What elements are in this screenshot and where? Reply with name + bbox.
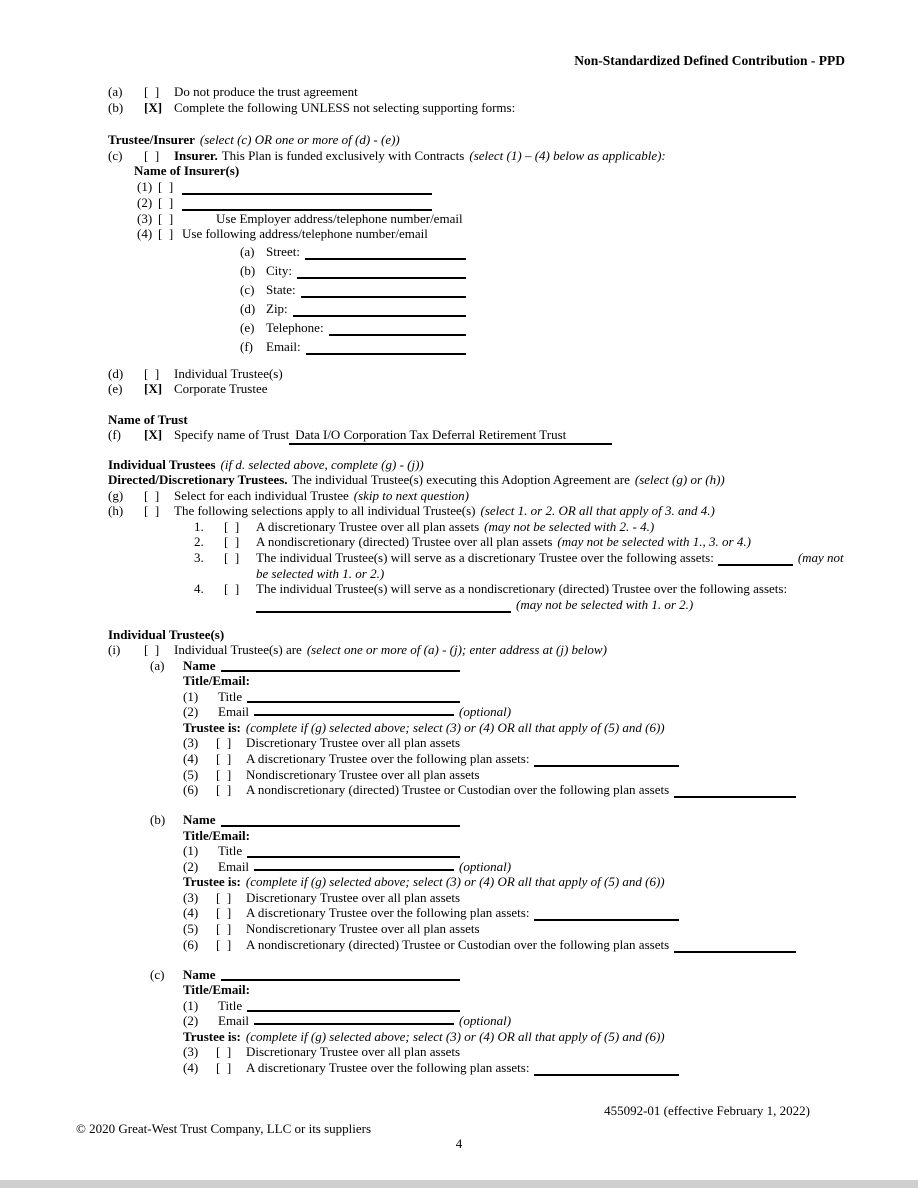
block-b-opt3-checkbox[interactable]: [ ] <box>216 889 232 905</box>
insurer-name-blank-1[interactable] <box>182 179 432 195</box>
insurer-item-4-label: (4) <box>137 226 153 241</box>
item-i-body: Individual Trustee(s) are <box>174 642 302 657</box>
block-a-opt6-body: A nondiscretionary (directed) Trustee or Custodian over the following plan assets <box>246 782 670 797</box>
block-a-trustee-is-note: (complete if (g) selected above; select (3) or (4) OR all that apply of (5) and (6)) <box>245 719 665 735</box>
block-c-title-label: (1) <box>183 997 199 1013</box>
block-c-opt3-checkbox[interactable]: [ ] <box>216 1044 232 1059</box>
address-email-label: (f) <box>240 338 253 354</box>
insurer-name-blank-2[interactable] <box>182 195 432 211</box>
h-item-3-continuation <box>194 566 918 582</box>
block-b-name-field <box>183 812 460 828</box>
trustee-block-a <box>108 658 918 799</box>
checkbox-a[interactable]: [ ] <box>144 84 160 99</box>
block-c-title-blank[interactable] <box>247 1010 460 1012</box>
checkbox-h[interactable]: [ ] <box>144 503 160 518</box>
h-item-4-note: (may not be selected with 1. or 2.) <box>516 596 694 612</box>
block-a-opt3 <box>183 735 918 751</box>
address-telephone-blank[interactable] <box>329 334 466 336</box>
trustee-section-heading: Individual Trustee(s) <box>108 626 225 642</box>
h-item-3-blank[interactable] <box>718 564 793 566</box>
h-item-2-body: A nondiscretionary (directed) Trustee over all plan assets <box>256 534 553 549</box>
block-b-email-label: (2) <box>183 858 199 874</box>
h-checkbox-1[interactable]: [ ] <box>224 518 240 534</box>
block-a-opt3-label: (3) <box>183 735 199 750</box>
item-d-label: (d) <box>108 365 124 381</box>
block-c-title-email-heading: Title/Email: <box>183 982 250 997</box>
block-b-opt4-text <box>246 905 679 921</box>
item-c-text <box>174 148 666 164</box>
block-b-trustee-is-lead: Trustee is: <box>183 874 241 889</box>
block-b-name-blank[interactable] <box>221 825 461 827</box>
block-b-letter: (b) <box>150 812 166 827</box>
trustee-insurer-heading-note: (select (c) OR one or more of (d) - (e)) <box>199 132 400 147</box>
address-street-blank[interactable] <box>305 258 466 260</box>
block-a-title-row <box>183 689 460 705</box>
block-b-opt4-body: A discretionary Trustee over the following plan assets: <box>246 905 530 920</box>
block-c-trustee-is-note: (complete if (g) selected above; select (3) or (4) OR all that apply of (5) and (6)) <box>245 1028 665 1044</box>
address-row-state <box>240 280 466 299</box>
block-c-opt3-label: (3) <box>183 1044 199 1059</box>
insurer-item-3-label: (3) <box>137 210 153 226</box>
block-a-opt6-blank[interactable] <box>674 796 796 798</box>
individual-trustees-heading-note: (if d. selected above, complete (g) - (j)) <box>220 456 424 472</box>
block-b-title-label: (1) <box>183 843 199 858</box>
h-item-2-text <box>256 534 751 550</box>
block-c-name-label: Name <box>183 966 216 982</box>
block-a-title-label: (1) <box>183 688 199 704</box>
address-row-email <box>240 337 466 356</box>
block-b-opt5 <box>183 921 918 937</box>
insurer-item-1 <box>137 179 918 195</box>
block-b-opt4-blank[interactable] <box>534 919 679 921</box>
item-c-label: (c) <box>108 147 123 163</box>
item-d <box>108 366 918 382</box>
checkbox-e[interactable]: [X] <box>144 381 163 396</box>
h-item-3-body: The individual Trustee(s) will serve as a discretionary Trustee over the following assets: <box>256 549 714 565</box>
block-a-opt5-checkbox[interactable]: [ ] <box>216 766 232 782</box>
block-b-email-text: Email <box>218 858 250 874</box>
block-a-opt4-body: A discretionary Trustee over the following plan assets: <box>246 750 530 766</box>
block-b-title-text: Title <box>218 843 243 858</box>
block-a-email-blank[interactable] <box>254 714 454 716</box>
block-b-email-row <box>183 859 918 875</box>
address-state-field: State: <box>266 281 296 297</box>
h-item-2 <box>194 534 918 550</box>
insurer-checkbox-2[interactable]: [ ] <box>158 194 174 210</box>
checkbox-i[interactable]: [ ] <box>144 642 160 657</box>
item-g <box>108 488 918 504</box>
block-c-name-field <box>183 967 460 983</box>
block-c-trustee-is-row <box>183 1029 918 1045</box>
name-of-trust-heading: Name of Trust <box>108 411 188 427</box>
block-a-name-row <box>150 658 918 674</box>
h-item-1-note: (may not be selected with 2. - 4.) <box>484 518 655 534</box>
item-f <box>108 427 918 443</box>
h-item-4-text: The individual Trustee(s) will serve as a nondiscretionary (directed) Trustee over the following assets: <box>256 581 788 596</box>
block-a-letter: (a) <box>150 657 165 673</box>
insurer-item-2 <box>137 195 918 211</box>
block-a-trustee-is-lead: Trustee is: <box>183 719 241 735</box>
page-bottom-edge <box>0 1180 918 1188</box>
directed-trustees-text: The individual Trustee(s) executing this Adoption Agreement are <box>291 472 630 487</box>
block-c-title-row <box>183 998 460 1014</box>
address-row-city <box>240 261 466 280</box>
address-zip-blank[interactable] <box>293 315 466 317</box>
block-a-opt6-checkbox[interactable]: [ ] <box>216 782 232 797</box>
item-b-label: (b) <box>108 99 124 115</box>
block-b-opt5-text: Nondiscretionary Trustee over all plan assets <box>246 921 480 936</box>
h-item-4-label: 4. <box>194 581 204 596</box>
h-item-4-blank[interactable] <box>256 611 511 613</box>
block-a-email-text: Email <box>218 704 250 719</box>
block-b-trustee-is-row <box>183 874 918 890</box>
name-of-insurers-heading: Name of Insurer(s) <box>134 163 240 178</box>
insurer-item-4 <box>137 226 918 242</box>
block-c-email-label: (2) <box>183 1013 199 1028</box>
block-a-opt6 <box>183 782 918 798</box>
directed-trustees-lead: Directed/Discretionary Trustees. <box>108 472 288 487</box>
trust-name-value[interactable]: Data I/O Corporation Tax Deferral Retirement Trust <box>289 427 612 445</box>
block-c-opt4-blank[interactable] <box>534 1074 679 1076</box>
insurer-checkbox-1[interactable]: [ ] <box>158 178 174 194</box>
item-h-note: (select 1. or 2. OR all that apply of 3. and 4.) <box>480 503 715 518</box>
footer-page-number: 4 <box>455 1136 463 1151</box>
item-g-text <box>174 488 469 504</box>
checkbox-d[interactable]: [ ] <box>144 365 160 381</box>
block-c-opt4-checkbox[interactable]: [ ] <box>216 1059 232 1075</box>
block-a-opt4 <box>183 751 918 767</box>
address-city-label: (b) <box>240 262 256 278</box>
item-c-note: (select (1) – (4) below as applicable): <box>469 147 666 163</box>
item-f-text <box>174 427 612 443</box>
block-c-opt4-text <box>246 1060 679 1076</box>
block-a-title-text: Title <box>218 688 243 704</box>
block-b-email-note: (optional) <box>459 858 512 874</box>
block-a-name-blank[interactable] <box>221 670 461 672</box>
block-a-opt4-blank[interactable] <box>534 765 679 767</box>
insurer-item-4-text: Use following address/telephone number/email <box>182 226 428 241</box>
block-b-opt5-checkbox[interactable]: [ ] <box>216 921 232 936</box>
h-checkbox-4[interactable]: [ ] <box>224 581 240 596</box>
block-b-opt6-blank[interactable] <box>674 951 796 953</box>
address-street-label: (a) <box>240 243 255 259</box>
h-checkbox-2[interactable]: [ ] <box>224 534 240 549</box>
insurer-item-3-text: Use Employer address/telephone number/email <box>216 210 463 226</box>
block-b-title-email-heading: Title/Email: <box>183 827 250 843</box>
block-b-title-row <box>183 843 460 859</box>
checkbox-b[interactable]: [X] <box>144 99 163 115</box>
item-c-body: This Plan is funded exclusively with Contracts <box>221 147 465 163</box>
directed-trustees-note: (select (g) or (h)) <box>634 472 725 487</box>
address-row-zip <box>240 299 466 318</box>
footer-doc-ref: 455092-01 (effective February 1, 2022) <box>604 1103 810 1118</box>
checkbox-g[interactable]: [ ] <box>144 487 160 503</box>
item-c <box>108 148 918 164</box>
item-e-label: (e) <box>108 381 123 396</box>
block-a-opt5 <box>183 767 918 783</box>
h-item-4 <box>194 581 918 597</box>
block-a-opt6-text <box>246 782 796 798</box>
footer-copyright: © 2020 Great-West Trust Company, LLC or its suppliers <box>76 1121 372 1136</box>
block-a-title-blank[interactable] <box>247 701 460 703</box>
address-row-telephone <box>240 318 466 337</box>
block-c-email-row <box>183 1013 918 1029</box>
h-item-4-blank-wrap <box>256 597 693 613</box>
block-a-opt4-text <box>246 751 679 767</box>
block-a-opt5-text: Nondiscretionary Trustee over all plan assets <box>246 766 480 782</box>
block-a-email-note: (optional) <box>459 704 512 719</box>
h-item-1 <box>194 519 918 535</box>
item-i-text <box>174 642 607 658</box>
address-zip-field: Zip: <box>266 300 288 316</box>
block-b-opt3-text: Discretionary Trustee over all plan assets <box>246 889 461 905</box>
item-i-label: (i) <box>108 642 121 657</box>
individual-trustees-heading-text: Individual Trustees <box>108 456 216 472</box>
block-c-letter: (c) <box>150 966 165 982</box>
block-c-opt4 <box>183 1060 918 1076</box>
address-city-field: City: <box>266 262 293 278</box>
h-item-3 <box>194 550 918 566</box>
block-c-email-blank[interactable] <box>254 1023 454 1025</box>
block-a-opt4-checkbox[interactable]: [ ] <box>216 750 232 766</box>
item-e <box>108 381 918 397</box>
block-c-email-note: (optional) <box>459 1013 512 1028</box>
individual-trustees-heading <box>108 457 918 473</box>
checkbox-c[interactable]: [ ] <box>144 147 160 163</box>
block-b-opt6-body: A nondiscretionary (directed) Trustee or Custodian over the following plan assets <box>246 936 670 952</box>
item-b <box>108 100 918 116</box>
item-b-text: Complete the following UNLESS not selecting supporting forms: <box>174 99 516 115</box>
h-item-2-note: (may not be selected with 1., 3. or 4.) <box>557 534 751 549</box>
block-b-opt6-label: (6) <box>183 936 199 952</box>
block-a-opt3-checkbox[interactable]: [ ] <box>216 735 232 750</box>
block-a-opt6-label: (6) <box>183 782 199 797</box>
block-b-opt6-text <box>246 937 796 953</box>
address-zip-label: (d) <box>240 300 256 316</box>
trustee-block-c <box>108 967 918 1076</box>
block-b-opt3-label: (3) <box>183 889 199 905</box>
h-item-3-text <box>256 550 844 566</box>
item-g-note: (skip to next question) <box>353 487 469 503</box>
address-email-field: Email: <box>266 338 301 354</box>
address-street-field: Street: <box>266 243 300 259</box>
checkbox-f[interactable]: [X] <box>144 427 163 442</box>
item-i-note: (select one or more of (a) - (j); enter address at (j) below) <box>306 642 607 657</box>
block-b-opt4-checkbox[interactable]: [ ] <box>216 905 232 920</box>
block-c-opt3 <box>183 1044 918 1060</box>
item-f-label: (f) <box>108 427 121 442</box>
insurer-checkbox-4[interactable]: [ ] <box>158 226 174 241</box>
trustee-insurer-heading-text: Trustee/Insurer <box>108 132 195 147</box>
item-d-text: Individual Trustee(s) <box>174 365 283 381</box>
item-h-text <box>174 503 715 519</box>
address-row-street <box>240 242 466 261</box>
block-a-name-label: Name <box>183 657 216 673</box>
h-item-1-text <box>256 519 654 535</box>
item-a <box>108 84 918 100</box>
block-c-title-text: Title <box>218 997 243 1013</box>
block-a-email-label: (2) <box>183 704 199 719</box>
block-b-opt6-checkbox[interactable]: [ ] <box>216 936 232 952</box>
block-c-opt4-label: (4) <box>183 1059 199 1075</box>
h-item-3-note: (may not <box>797 549 844 565</box>
item-g-body: Select for each individual Trustee <box>174 487 349 503</box>
item-g-label: (g) <box>108 487 124 503</box>
block-a-opt5-label: (5) <box>183 766 199 782</box>
block-b-email-blank[interactable] <box>254 869 454 871</box>
h-item-3-label: 3. <box>194 549 204 565</box>
address-city-blank[interactable] <box>297 277 466 279</box>
address-telephone-label: (e) <box>240 319 255 335</box>
h-item-1-label: 1. <box>194 518 204 534</box>
item-e-text: Corporate Trustee <box>174 381 268 396</box>
block-a-title-email-heading: Title/Email: <box>183 673 250 688</box>
h-item-2-label: 2. <box>194 534 204 549</box>
address-state-label: (c) <box>240 281 255 297</box>
block-b-name-row <box>150 812 918 828</box>
item-a-text: Do not produce the trust agreement <box>174 84 358 99</box>
block-a-name-field <box>183 658 460 674</box>
trustee-insurer-heading <box>108 132 918 148</box>
item-h-body: The following selections apply to all individual Trustee(s) <box>174 503 476 518</box>
insurer-item-2-label: (2) <box>137 194 153 210</box>
item-h-label: (h) <box>108 503 124 518</box>
block-b-trustee-is-note: (complete if (g) selected above; select (3) or (4) OR all that apply of (5) and (6)) <box>245 874 665 889</box>
block-b-opt4-label: (4) <box>183 905 199 920</box>
item-i <box>108 642 918 658</box>
h-item-3-note-cont: be selected with 1. or 2.) <box>256 565 385 581</box>
item-f-lead: Specify name of Trust <box>174 427 290 442</box>
directed-trustees-line <box>108 472 918 488</box>
h-item-1-body: A discretionary Trustee over all plan assets <box>256 518 480 534</box>
block-c-name-blank[interactable] <box>221 979 461 981</box>
insurer-item-1-label: (1) <box>137 178 153 194</box>
h-checkbox-3[interactable]: [ ] <box>224 549 240 565</box>
block-c-opt4-body: A discretionary Trustee over the following plan assets: <box>246 1059 530 1075</box>
h-item-4-continuation <box>194 597 918 613</box>
block-b-opt6 <box>183 937 918 953</box>
block-b-opt3 <box>183 890 918 906</box>
form-content <box>108 84 918 1076</box>
insurer-checkbox-3[interactable]: [ ] <box>158 210 174 226</box>
trustee-block-b <box>108 812 918 953</box>
block-a-opt3-text: Discretionary Trustee over all plan assets <box>246 735 461 750</box>
block-c-trustee-is-lead: Trustee is: <box>183 1028 241 1044</box>
block-b-name-label: Name <box>183 812 216 827</box>
item-c-lead: Insurer. <box>174 147 218 163</box>
address-telephone-field: Telephone: <box>266 319 324 335</box>
block-a-opt4-label: (4) <box>183 750 199 766</box>
page-header-title: Non-Standardized Defined Contribution - PPD <box>574 53 845 68</box>
block-c-email-text: Email <box>218 1013 250 1028</box>
insurer-item-3 <box>137 211 918 227</box>
item-h <box>108 503 918 519</box>
block-a-email-row <box>183 704 918 720</box>
block-c-opt3-text: Discretionary Trustee over all plan assets <box>246 1044 461 1059</box>
item-a-label: (a) <box>108 84 123 99</box>
block-a-trustee-is-row <box>183 720 918 736</box>
block-c-name-row <box>150 967 918 983</box>
block-b-opt5-label: (5) <box>183 921 199 936</box>
block-b-opt4 <box>183 905 918 921</box>
address-email-blank[interactable] <box>306 353 466 355</box>
address-state-blank[interactable] <box>301 296 466 298</box>
block-b-title-blank[interactable] <box>247 856 460 858</box>
